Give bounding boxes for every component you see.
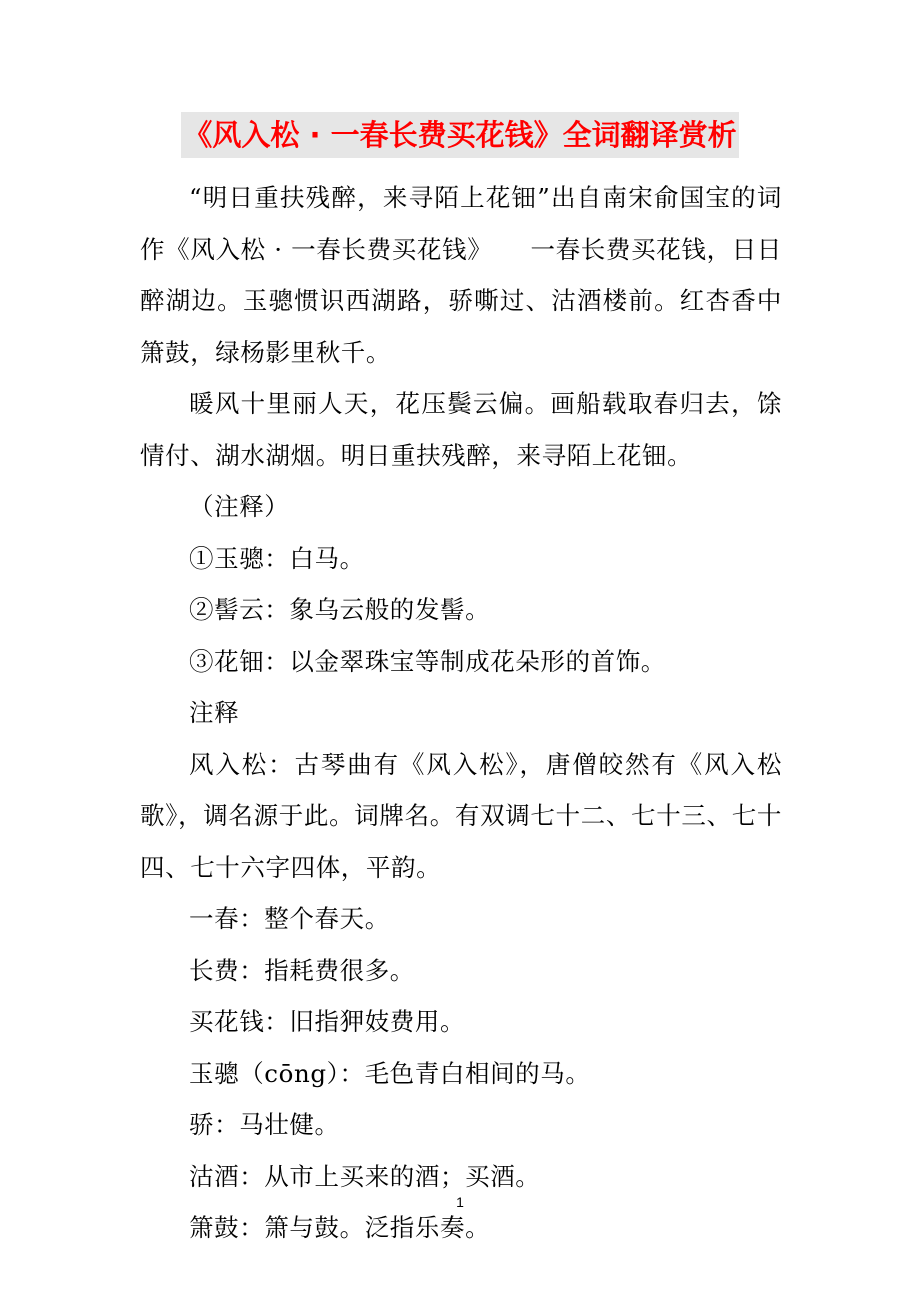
paragraph-maihuaqian: 买花钱：旧指狎妓费用。	[189, 1007, 466, 1036]
paragraph-jiao: 骄：马壮健。	[189, 1110, 340, 1139]
page-number: 1	[456, 1194, 464, 1210]
paragraph-poem-second-half: 暖风十里丽人天，花压鬓云偏。画船载取春归去，馀情付、湖水湖烟。明日重扶残醉，来寻陌上花钿。	[140, 389, 782, 470]
title-container	[0, 112, 920, 158]
paragraph-xiaogu: 箫鼓：箫与鼓。泛指乐奏。	[189, 1213, 491, 1242]
paragraph-intro-poem: “明日重扶残醉，来寻陌上花钿”出自南宋俞国宝的词作《风入松 · 一春长费买花钱》 一春长费买花钱，日日醉湖边。玉骢惯识西湖路，骄嘶过、沽酒楼前。红杏香中箫鼓，绿杨影里秋千。	[140, 183, 782, 367]
paragraph-note-2: ②髻云：象乌云般的发髻。	[189, 595, 491, 624]
paragraph-yucong: 玉骢（cōng）：毛色青白相间的马。	[189, 1058, 591, 1088]
paragraph-changfei: 长费：指耗费很多。	[189, 955, 415, 985]
paragraph-gujiu: 沽酒：从市上买来的酒；买酒。	[189, 1161, 541, 1191]
paragraph-yichun: 一春：整个春天。	[189, 904, 390, 933]
document-title: 《风入松 · 一春长费买花钱》全词翻译赏析	[181, 112, 738, 158]
paragraph-notes-heading-2: 注释	[189, 698, 240, 727]
paragraph-note-1: ①玉骢：白马。	[189, 543, 365, 573]
document-body	[140, 172, 782, 1254]
paragraph-fengrusong: 风入松：古琴曲有《风入松》，唐僧皎然有《风入松歌》，调名源于此。词牌名。有双调七十二、七十三、七十四、七十六字四体，平韵。	[140, 749, 782, 882]
paragraph-note-3: ③花钿：以金翠珠宝等制成花朵形的首饰。	[189, 646, 666, 676]
paragraph-notes-heading: （注释）	[189, 492, 290, 521]
